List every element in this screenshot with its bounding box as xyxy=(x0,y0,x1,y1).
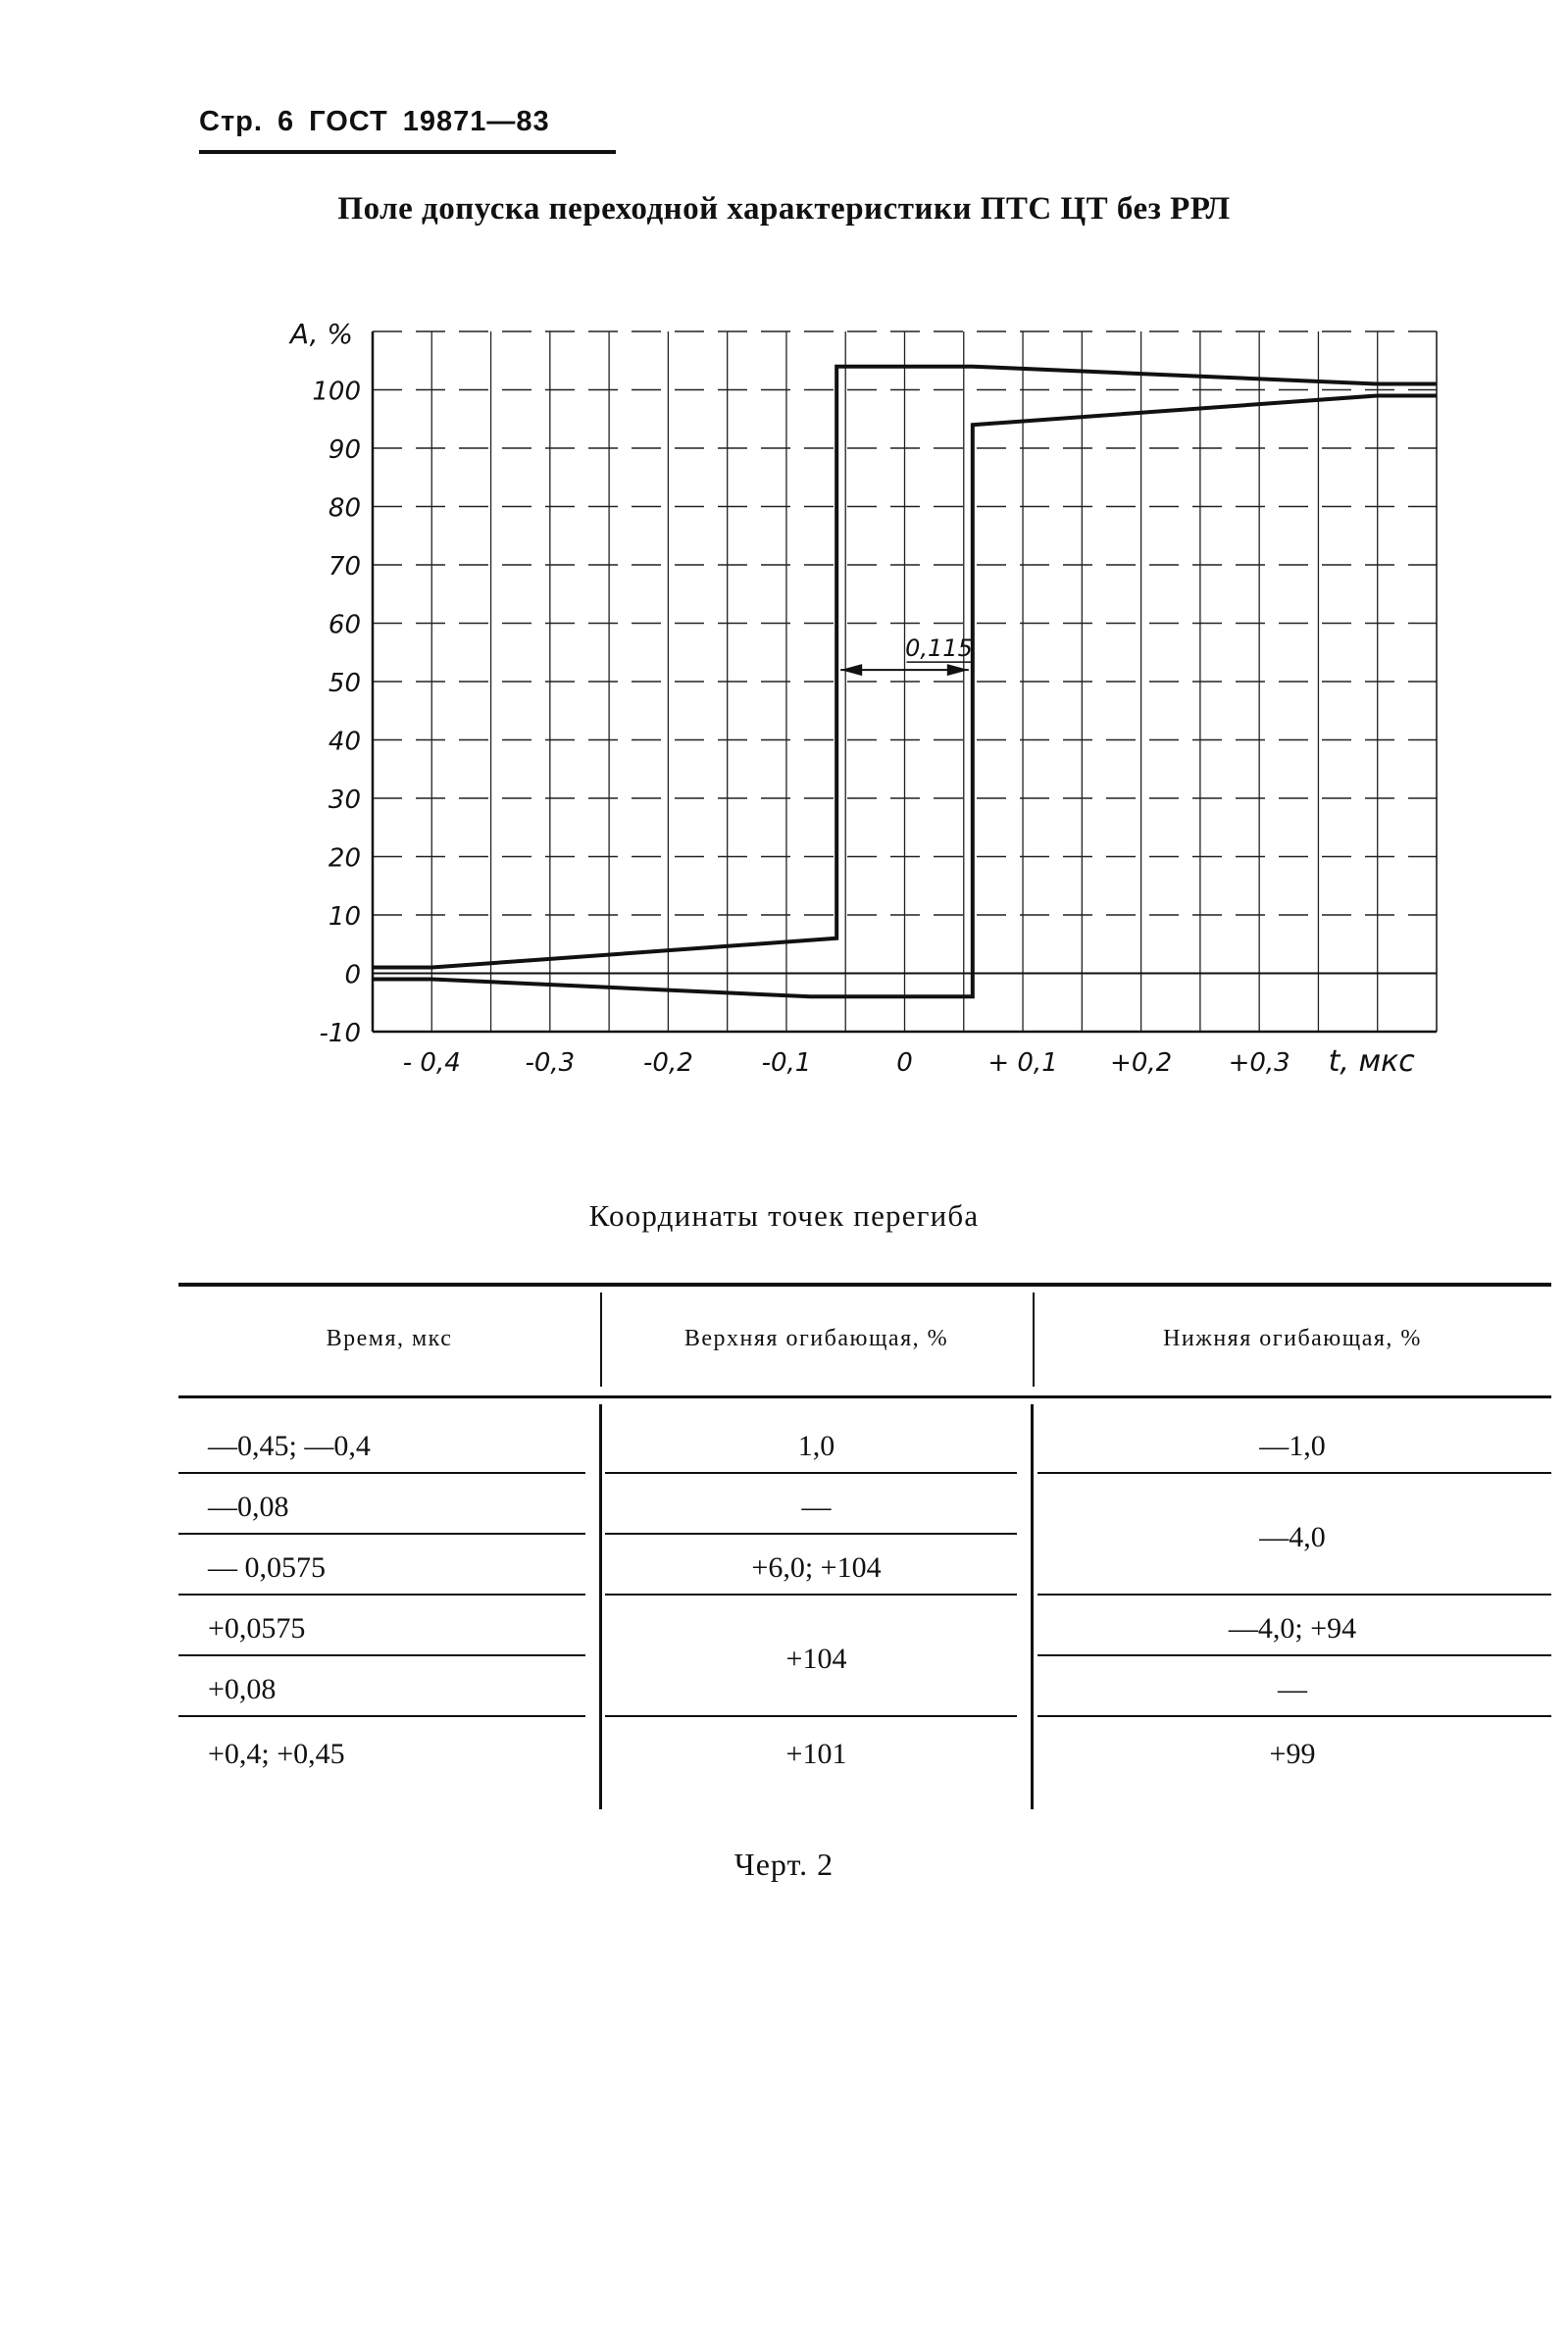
chart-grid xyxy=(373,331,1437,1032)
row-rule xyxy=(605,1533,1017,1535)
upper-cell: +104 xyxy=(785,1643,847,1675)
upper-cell: +6,0; +104 xyxy=(751,1551,882,1584)
x-tick-label: 0 xyxy=(896,1048,913,1078)
y-tick-label: 60 xyxy=(328,610,361,640)
y-tick-label: 50 xyxy=(328,669,361,698)
time-cell: +0,08 xyxy=(208,1673,277,1705)
time-cell: —0,08 xyxy=(208,1491,289,1523)
table-title: Координаты точек перегиба xyxy=(588,1198,980,1233)
x-tick-label: -0,2 xyxy=(643,1048,693,1078)
table-header-rule xyxy=(178,1395,1551,1398)
row-rule xyxy=(178,1654,585,1656)
lower-cell: —4,0; +94 xyxy=(1228,1612,1357,1645)
upper-cell: 1,0 xyxy=(797,1430,835,1462)
y-tick-label: 70 xyxy=(328,552,361,582)
row-rule xyxy=(605,1715,1017,1717)
row-rule xyxy=(1037,1715,1551,1717)
header-time: Время, мкс xyxy=(326,1326,453,1351)
y-tick-label: 40 xyxy=(328,727,361,757)
x-tick-label: +0,3 xyxy=(1228,1048,1290,1078)
row-rule xyxy=(605,1472,1017,1474)
transient-response-chart xyxy=(0,294,1568,1098)
row-rule xyxy=(178,1472,585,1474)
y-tick-label: 90 xyxy=(328,435,361,465)
row-rule xyxy=(178,1594,585,1596)
chart-title: Поле допуска переходной характеристики ПТС ЦТ без РРЛ xyxy=(337,191,1231,227)
row-rule xyxy=(178,1533,585,1535)
y-tick-label: 80 xyxy=(328,493,361,524)
annotation-label: 0,115 xyxy=(905,634,973,663)
row-rule xyxy=(1037,1594,1551,1596)
upper-cell: +101 xyxy=(785,1738,847,1770)
time-cell: +0,4; +0,45 xyxy=(208,1738,345,1770)
time-cell: — 0,0575 xyxy=(208,1551,326,1584)
upper-cell: — xyxy=(801,1491,832,1523)
row-rule xyxy=(1037,1472,1551,1474)
lower-cell: —1,0 xyxy=(1259,1430,1326,1462)
x-tick-label: +0,2 xyxy=(1110,1048,1173,1078)
y-tick-label: 0 xyxy=(344,960,361,990)
lower-cell: — xyxy=(1278,1673,1307,1705)
header-text: Стр. 6 ГОСТ 19871—83 xyxy=(199,106,550,137)
header-lower: Нижняя огибающая, % xyxy=(1163,1326,1422,1351)
y-tick-label: 30 xyxy=(328,785,361,815)
time-cell: +0,0575 xyxy=(208,1612,306,1645)
row-rule xyxy=(178,1715,585,1717)
page-header xyxy=(199,106,550,138)
row-rule xyxy=(1037,1654,1551,1656)
header-rule xyxy=(199,150,616,154)
y-tick-label: 100 xyxy=(312,377,361,407)
x-axis-label: t, мкс xyxy=(1328,1044,1415,1079)
x-tick-label: -0,3 xyxy=(525,1048,576,1078)
table-top-rule xyxy=(178,1283,1551,1287)
x-tick-label: - 0,4 xyxy=(402,1048,461,1078)
annotation-arrowhead-right xyxy=(947,664,969,676)
lower-cell: —4,0 xyxy=(1259,1521,1326,1553)
figure-caption: Черт. 2 xyxy=(733,1847,835,1882)
x-tick-label: -0,1 xyxy=(761,1048,812,1078)
y-axis-label: A, % xyxy=(289,318,353,350)
annotation-arrowhead-left xyxy=(840,664,862,676)
row-rule xyxy=(605,1594,1017,1596)
header-upper: Верхняя огибающая, % xyxy=(683,1326,949,1351)
x-tick-label: + 0,1 xyxy=(987,1048,1058,1078)
y-tick-label: 10 xyxy=(328,902,361,932)
y-tick-label: -10 xyxy=(319,1019,361,1048)
lower-cell: +99 xyxy=(1269,1738,1316,1770)
time-cell: —0,45; —0,4 xyxy=(208,1430,371,1462)
y-tick-label: 20 xyxy=(328,843,361,874)
